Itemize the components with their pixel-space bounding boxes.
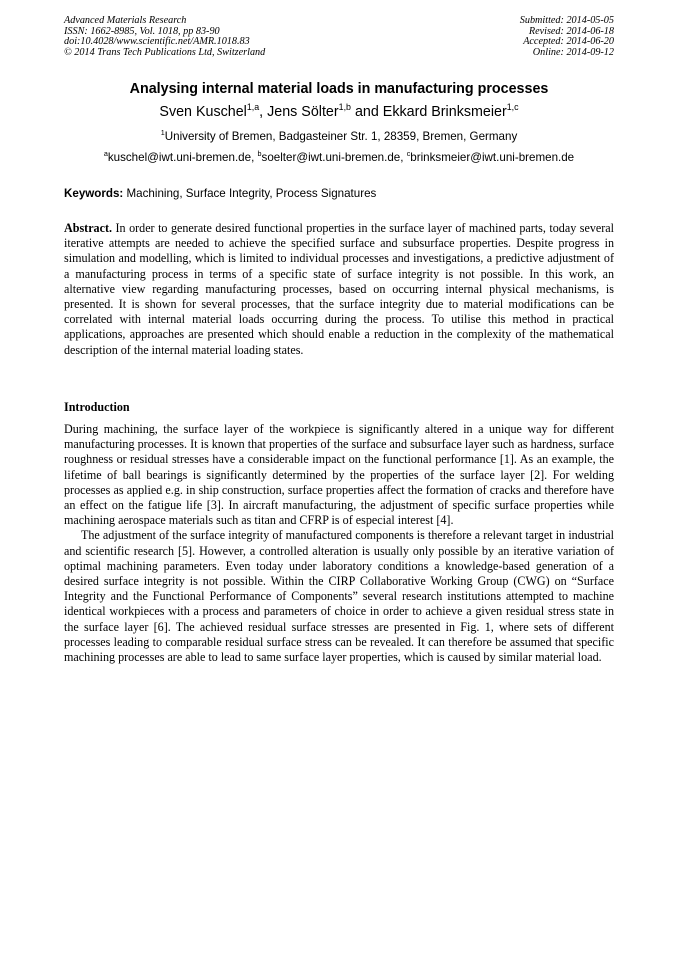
issn-line: ISSN: 1662-8985, Vol. 1018, pp 83-90 xyxy=(64,25,220,37)
affiliation-mark: 1 xyxy=(160,128,165,138)
doi-line: doi:10.4028/www.scientific.net/AMR.1018.83 xyxy=(64,36,250,48)
paragraph: The adjustment of the surface integrity of manufactured components is therefore a relevant target in industrial and scientific research [5]. However, a controlled alteration is usually only possible by an iterative variation of optimal machining parameters. Even today under laboratory conditions a knowledge-based generation of a desired surface integrity is not possible. Within the CIRP Collaborative Working Group (CWG) on “Surface Integrity and the Functional Performance of Components” several research institutions attempted to machine identical workpieces with a process and parameters of choice in order to achieve a given residual stress state in the surface layer [6]. The achieved residual surface stresses are presented in Fig. 1, where sets of different processes leading to comparable residual surface stress can be revealed. It can therefore be assumed that specific machining processes are able to lead to same surface layer properties, which is caused by similar material load. xyxy=(64,528,614,665)
paper-title: Analysing internal material loads in manufacturing processes xyxy=(129,81,549,97)
revised-date: Revised: 2014-06-18 xyxy=(528,25,614,37)
author-affiliation-mark: 1,c xyxy=(506,102,519,113)
email-mark: a xyxy=(103,149,108,159)
email-link[interactable]: kuschel@iwt.uni-bremen.de xyxy=(107,151,252,164)
abstract-label: Abstract. xyxy=(64,221,113,235)
author-conjunction: and xyxy=(350,104,383,120)
submitted-date: Submitted: 2014-05-05 xyxy=(519,15,614,26)
abstract xyxy=(64,221,614,358)
keywords xyxy=(64,186,614,202)
copyright-line: © 2014 Trans Tech Publications Ltd, Switzerland xyxy=(64,46,266,58)
author-name: Jens Sölter xyxy=(267,104,339,120)
keywords-text: Machining, Surface Integrity, Process Signatures xyxy=(126,187,377,200)
affiliation-text: University of Bremen, Badgasteiner Str. 1, 28359, Bremen, Germany xyxy=(164,130,518,143)
publication-dates xyxy=(520,16,614,58)
introduction-body xyxy=(64,422,614,665)
author-affiliation-mark: 1,b xyxy=(338,102,351,113)
accepted-date: Accepted: 2014-06-20 xyxy=(523,36,614,48)
journal-name: Advanced Materials Research xyxy=(64,15,187,26)
author-separator: , xyxy=(259,104,268,120)
author-list xyxy=(0,102,678,122)
author-affiliation-mark: 1,a xyxy=(246,102,260,113)
email-mark: c xyxy=(406,149,411,159)
email-mark: b xyxy=(257,149,262,159)
affiliation xyxy=(0,129,678,145)
author-name: Sven Kuschel xyxy=(159,104,247,120)
paragraph: During machining, the surface layer of the workpiece is significantly altered in a unique way for different manufacturing processes. It is known that properties of the surface and subsurface layer such as hardness, surface roughness or residual stresses have a considerable impact on the functional performance [1]. As an example, the lifetime of ball bearings is significantly determined by the properties of the surface layer [2]. For welding processes as applied e.g. in ship construction, surface properties affect the formation of cracks and therefore have an effect on the fatigue life [3]. In aircraft manufacturing, the adjustment of specific surface properties while machining aerospace materials such as titan and CFRP is of especial interest [4]. xyxy=(64,422,614,528)
abstract-text: In order to generate desired functional properties in the surface layer of machined parts, today several iterative attempts are needed to achieve the specified surface and subsurface properties. Despite progress in simulation and modelling, which is limited to individual processes and investigations, a predictive adjustment of a manufacturing process in terms of a specific state of surface integrity is not possible. In this work, an alternative view regarding manufacturing processes, based on occurring internal physical mechanisms, is presented. It is shown for several processes, that the surface integrity due to material modifications can be correlated with internal material loads occurring during the process. To utilise this method in practical applications, approaches are presented which should enable a reduction in the complexity of the mathematical description of the internal material loading states. xyxy=(64,221,614,357)
author-name: Ekkard Brinksmeier xyxy=(382,104,507,120)
online-date: Online: 2014-09-12 xyxy=(532,46,614,58)
keywords-label: Keywords: xyxy=(64,187,124,200)
email-link[interactable]: brinksmeier@iwt.uni-bremen.de xyxy=(410,151,575,164)
author-emails: $^a$kuschel@iwt.uni-bremen.de, $^b$soelter@iwt.uni-bremen.de, $^c$brinksmeier@iwt.uni-bremen.de xyxy=(103,149,575,164)
section-heading-introduction: Introduction xyxy=(64,400,130,414)
journal-info xyxy=(64,16,265,58)
email-link[interactable]: soelter@iwt.uni-bremen.de xyxy=(261,151,401,164)
